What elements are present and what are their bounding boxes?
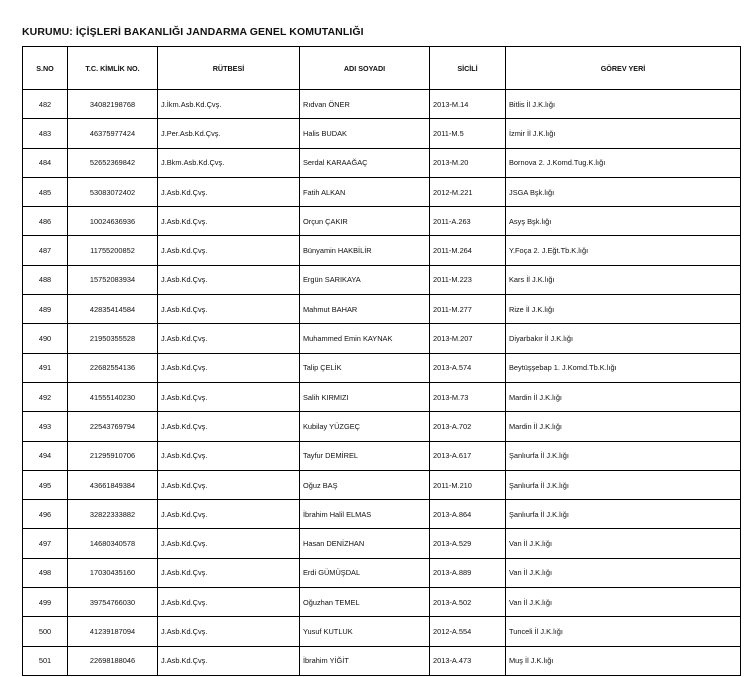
cell-tc-kimlik-no: 22543769794 bbox=[68, 412, 158, 441]
cell-adi-soyadi: İbrahim Halil ELMAS bbox=[300, 500, 430, 529]
table-row bbox=[23, 177, 741, 206]
personnel-table bbox=[22, 46, 741, 676]
cell-rutbe: J.Asb.Kd.Çvş. bbox=[158, 412, 300, 441]
cell-sicil: 2013-M.14 bbox=[430, 90, 506, 119]
cell-rutbe: J.Per.Asb.Kd.Çvş. bbox=[158, 119, 300, 148]
table-row bbox=[23, 207, 741, 236]
cell-tc-kimlik-no: 22698188046 bbox=[68, 646, 158, 675]
cell-rutbe: J.Asb.Kd.Çvş. bbox=[158, 617, 300, 646]
table-row bbox=[23, 441, 741, 470]
cell-sno: 496 bbox=[23, 500, 68, 529]
table-row bbox=[23, 90, 741, 119]
cell-sicil: 2013-A.473 bbox=[430, 646, 506, 675]
cell-sicil: 2013-A.502 bbox=[430, 588, 506, 617]
cell-adi-soyadi: Ergün SARIKAYA bbox=[300, 265, 430, 294]
cell-tc-kimlik-no: 46375977424 bbox=[68, 119, 158, 148]
cell-adi-soyadi: Mahmut BAHAR bbox=[300, 295, 430, 324]
cell-sicil: 2011-A.263 bbox=[430, 207, 506, 236]
cell-adi-soyadi: İbrahim YİĞİT bbox=[300, 646, 430, 675]
cell-sicil: 2013-M.73 bbox=[430, 382, 506, 411]
table-header-row bbox=[23, 47, 741, 90]
cell-adi-soyadi: Oğuzhan TEMEL bbox=[300, 588, 430, 617]
header-gorev-yeri: GÖREV YERİ bbox=[506, 47, 741, 90]
cell-tc-kimlik-no: 53083072402 bbox=[68, 177, 158, 206]
cell-sno: 486 bbox=[23, 207, 68, 236]
table-row bbox=[23, 382, 741, 411]
table-row bbox=[23, 236, 741, 265]
cell-rutbe: J.Asb.Kd.Çvş. bbox=[158, 529, 300, 558]
cell-adi-soyadi: Bünyamin HAKBİLİR bbox=[300, 236, 430, 265]
table-row bbox=[23, 148, 741, 177]
cell-gorev-yeri: Şanlıurfa İl J.K.lığı bbox=[506, 441, 741, 470]
cell-sno: 498 bbox=[23, 558, 68, 587]
cell-rutbe: J.Bkm.Asb.Kd.Çvş. bbox=[158, 148, 300, 177]
cell-sno: 488 bbox=[23, 265, 68, 294]
table-row bbox=[23, 588, 741, 617]
cell-sno: 500 bbox=[23, 617, 68, 646]
cell-adi-soyadi: Hasan DENİZHAN bbox=[300, 529, 430, 558]
table-row bbox=[23, 353, 741, 382]
cell-tc-kimlik-no: 43661849384 bbox=[68, 470, 158, 499]
cell-sicil: 2011-M.210 bbox=[430, 470, 506, 499]
cell-sicil: 2011-M.223 bbox=[430, 265, 506, 294]
cell-tc-kimlik-no: 21295910706 bbox=[68, 441, 158, 470]
cell-gorev-yeri: Şanlıurfa İl J.K.lığı bbox=[506, 500, 741, 529]
cell-sno: 499 bbox=[23, 588, 68, 617]
cell-adi-soyadi: Kubilay YÜZGEÇ bbox=[300, 412, 430, 441]
cell-gorev-yeri: Mardin İl J.K.lığı bbox=[506, 382, 741, 411]
table-row bbox=[23, 558, 741, 587]
cell-rutbe: J.Asb.Kd.Çvş. bbox=[158, 500, 300, 529]
cell-sno: 490 bbox=[23, 324, 68, 353]
cell-tc-kimlik-no: 22682554136 bbox=[68, 353, 158, 382]
header-sicil: SİCİLİ bbox=[430, 47, 506, 90]
cell-sicil: 2013-A.889 bbox=[430, 558, 506, 587]
cell-rutbe: J.Asb.Kd.Çvş. bbox=[158, 207, 300, 236]
cell-tc-kimlik-no: 41555140230 bbox=[68, 382, 158, 411]
cell-tc-kimlik-no: 11755200852 bbox=[68, 236, 158, 265]
cell-tc-kimlik-no: 32822333882 bbox=[68, 500, 158, 529]
cell-tc-kimlik-no: 15752083934 bbox=[68, 265, 158, 294]
cell-adi-soyadi: Orçun ÇAKIR bbox=[300, 207, 430, 236]
cell-sicil: 2013-A.529 bbox=[430, 529, 506, 558]
cell-sno: 494 bbox=[23, 441, 68, 470]
cell-adi-soyadi: Yusuf KUTLUK bbox=[300, 617, 430, 646]
cell-gorev-yeri: Diyarbakır İl J.K.lığı bbox=[506, 324, 741, 353]
cell-gorev-yeri: Van İl J.K.lığı bbox=[506, 558, 741, 587]
header-tc-kimlik-no: T.C. KİMLİK NO. bbox=[68, 47, 158, 90]
table-row bbox=[23, 500, 741, 529]
cell-adi-soyadi: Tayfur DEMİREL bbox=[300, 441, 430, 470]
cell-gorev-yeri: Beytüşşebap 1. J.Komd.Tb.K.lığı bbox=[506, 353, 741, 382]
table-row bbox=[23, 412, 741, 441]
cell-gorev-yeri: Van İl J.K.lığı bbox=[506, 588, 741, 617]
cell-tc-kimlik-no: 34082198768 bbox=[68, 90, 158, 119]
cell-sno: 489 bbox=[23, 295, 68, 324]
table-row bbox=[23, 324, 741, 353]
cell-gorev-yeri: Şanlıurfa İl J.K.lığı bbox=[506, 470, 741, 499]
cell-tc-kimlik-no: 17030435160 bbox=[68, 558, 158, 587]
cell-sicil: 2013-A.617 bbox=[430, 441, 506, 470]
cell-rutbe: J.Asb.Kd.Çvş. bbox=[158, 382, 300, 411]
cell-gorev-yeri: Rize İl J.K.lığı bbox=[506, 295, 741, 324]
cell-tc-kimlik-no: 42835414584 bbox=[68, 295, 158, 324]
cell-gorev-yeri: Kars İl J.K.lığı bbox=[506, 265, 741, 294]
table-row bbox=[23, 617, 741, 646]
table-row bbox=[23, 265, 741, 294]
cell-rutbe: J.Asb.Kd.Çvş. bbox=[158, 558, 300, 587]
cell-tc-kimlik-no: 14680340578 bbox=[68, 529, 158, 558]
cell-adi-soyadi: Muhammed Emin KAYNAK bbox=[300, 324, 430, 353]
cell-sno: 497 bbox=[23, 529, 68, 558]
cell-sicil: 2013-A.864 bbox=[430, 500, 506, 529]
cell-rutbe: J.Asb.Kd.Çvş. bbox=[158, 470, 300, 499]
cell-gorev-yeri: Mardin İl J.K.lığı bbox=[506, 412, 741, 441]
cell-rutbe: J.İkm.Asb.Kd.Çvş. bbox=[158, 90, 300, 119]
cell-sno: 493 bbox=[23, 412, 68, 441]
cell-sno: 484 bbox=[23, 148, 68, 177]
cell-adi-soyadi: Serdal KARAAĞAÇ bbox=[300, 148, 430, 177]
cell-rutbe: J.Asb.Kd.Çvş. bbox=[158, 295, 300, 324]
cell-sno: 482 bbox=[23, 90, 68, 119]
cell-gorev-yeri: JSGA Bşk.lığı bbox=[506, 177, 741, 206]
cell-rutbe: J.Asb.Kd.Çvş. bbox=[158, 265, 300, 294]
cell-gorev-yeri: Y.Foça 2. J.Eğt.Tb.K.lığı bbox=[506, 236, 741, 265]
cell-gorev-yeri: Tunceli İl J.K.lığı bbox=[506, 617, 741, 646]
table-body bbox=[23, 90, 741, 676]
cell-rutbe: J.Asb.Kd.Çvş. bbox=[158, 353, 300, 382]
cell-sno: 487 bbox=[23, 236, 68, 265]
cell-sno: 491 bbox=[23, 353, 68, 382]
cell-sicil: 2011-M.264 bbox=[430, 236, 506, 265]
cell-gorev-yeri: İzmir İl J.K.lığı bbox=[506, 119, 741, 148]
cell-tc-kimlik-no: 21950355528 bbox=[68, 324, 158, 353]
cell-sno: 483 bbox=[23, 119, 68, 148]
table-row bbox=[23, 470, 741, 499]
cell-adi-soyadi: Salih KIRMIZI bbox=[300, 382, 430, 411]
table-row bbox=[23, 295, 741, 324]
header-rutbe: RÜTBESİ bbox=[158, 47, 300, 90]
cell-sicil: 2013-M.20 bbox=[430, 148, 506, 177]
cell-rutbe: J.Asb.Kd.Çvş. bbox=[158, 588, 300, 617]
cell-rutbe: J.Asb.Kd.Çvş. bbox=[158, 441, 300, 470]
table-row bbox=[23, 119, 741, 148]
cell-rutbe: J.Asb.Kd.Çvş. bbox=[158, 646, 300, 675]
header-sno: S.NO bbox=[23, 47, 68, 90]
cell-adi-soyadi: Fatih ALKAN bbox=[300, 177, 430, 206]
cell-gorev-yeri: Van İl J.K.lığı bbox=[506, 529, 741, 558]
cell-adi-soyadi: Rıdvan ÖNER bbox=[300, 90, 430, 119]
table-row bbox=[23, 529, 741, 558]
header-adi-soyadi: ADI SOYADI bbox=[300, 47, 430, 90]
cell-gorev-yeri: Bornova 2. J.Komd.Tug.K.lığı bbox=[506, 148, 741, 177]
cell-sicil: 2013-M.207 bbox=[430, 324, 506, 353]
cell-gorev-yeri: Asyş Bşk.lığı bbox=[506, 207, 741, 236]
cell-sicil: 2011-M.5 bbox=[430, 119, 506, 148]
cell-sicil: 2011-M.277 bbox=[430, 295, 506, 324]
cell-gorev-yeri: Muş İl J.K.lığı bbox=[506, 646, 741, 675]
cell-rutbe: J.Asb.Kd.Çvş. bbox=[158, 324, 300, 353]
cell-adi-soyadi: Oğuz BAŞ bbox=[300, 470, 430, 499]
cell-sno: 501 bbox=[23, 646, 68, 675]
cell-tc-kimlik-no: 52652369842 bbox=[68, 148, 158, 177]
cell-sicil: 2013-A.702 bbox=[430, 412, 506, 441]
cell-sno: 492 bbox=[23, 382, 68, 411]
cell-gorev-yeri: Bitlis İl J.K.lığı bbox=[506, 90, 741, 119]
cell-tc-kimlik-no: 10024636936 bbox=[68, 207, 158, 236]
cell-sno: 485 bbox=[23, 177, 68, 206]
cell-tc-kimlik-no: 41239187094 bbox=[68, 617, 158, 646]
cell-sicil: 2012-M.221 bbox=[430, 177, 506, 206]
cell-sicil: 2012-A.554 bbox=[430, 617, 506, 646]
page-title: KURUMU: İÇİŞLERİ BAKANLIĞI JANDARMA GENEL KOMUTANLIĞI bbox=[22, 26, 364, 38]
cell-adi-soyadi: Talip ÇELİK bbox=[300, 353, 430, 382]
cell-tc-kimlik-no: 39754766030 bbox=[68, 588, 158, 617]
cell-sno: 495 bbox=[23, 470, 68, 499]
cell-adi-soyadi: Halis BUDAK bbox=[300, 119, 430, 148]
table-row bbox=[23, 646, 741, 675]
cell-sicil: 2013-A.574 bbox=[430, 353, 506, 382]
cell-rutbe: J.Asb.Kd.Çvş. bbox=[158, 177, 300, 206]
cell-rutbe: J.Asb.Kd.Çvş. bbox=[158, 236, 300, 265]
cell-adi-soyadi: Erdi GÜMÜŞDAL bbox=[300, 558, 430, 587]
